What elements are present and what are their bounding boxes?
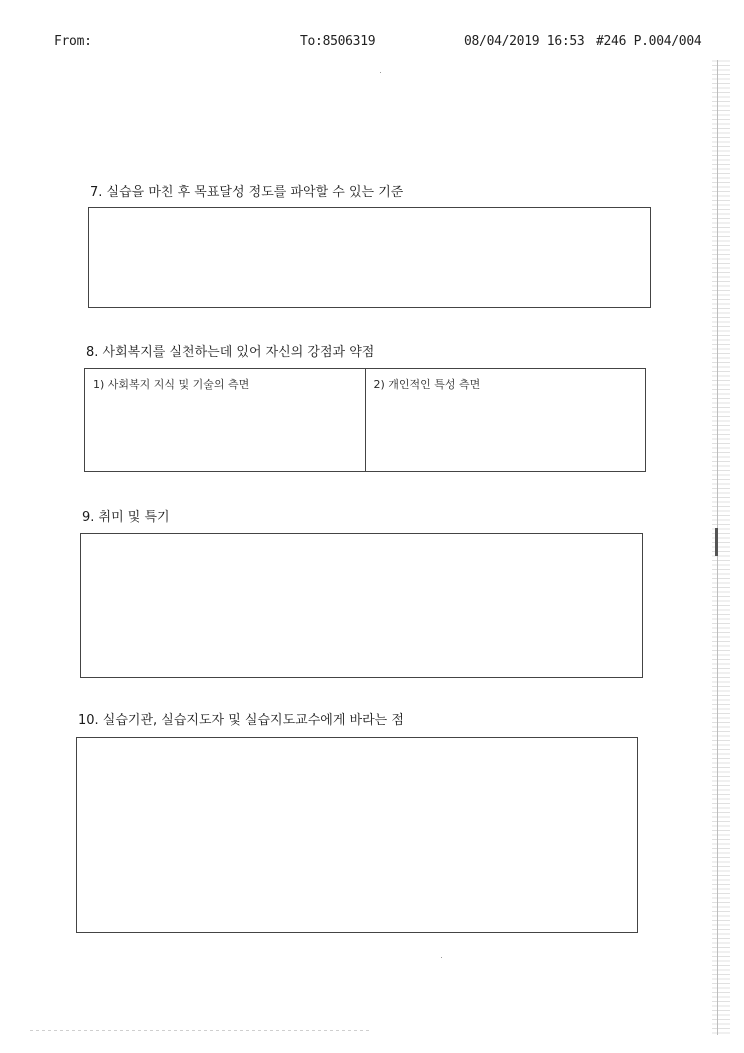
section-8-personal-cell[interactable] [365,369,646,471]
section-7-answer-box[interactable] [88,207,651,308]
section-9-title: 9. 취미 및 특기 [82,510,170,525]
section-8-title: 8. 사회복지를 실천하는데 있어 자신의 강점과 약점 [86,345,375,360]
fax-page-number: #246 P.004/004 [596,34,702,49]
section-9-answer-box[interactable] [80,533,643,678]
scan-bottom-noise [30,1030,370,1031]
scan-mark [715,528,718,556]
section-10-title: 10. 실습기관, 실습지도자 및 실습지도교수에게 바라는 점 [78,713,404,728]
section-8-answer-table [84,368,646,472]
fax-from: From: [54,34,92,49]
scan-speck [380,72,381,73]
fax-to: To:8506319 [300,34,376,49]
fax-datetime: 08/04/2019 16:53 [464,34,585,49]
section-7-title: 7. 실습을 마친 후 목표달성 정도를 파악할 수 있는 기준 [90,185,404,200]
fax-header [0,34,744,54]
section-8-personal-label: 2) 개인적인 특성 측면 [373,378,481,391]
section-8-knowledge-cell[interactable] [85,369,365,471]
section-10-answer-box[interactable] [76,737,638,933]
section-8-knowledge-label: 1) 사회복지 지식 및 기술의 측면 [93,378,250,391]
scan-speck [441,957,442,958]
